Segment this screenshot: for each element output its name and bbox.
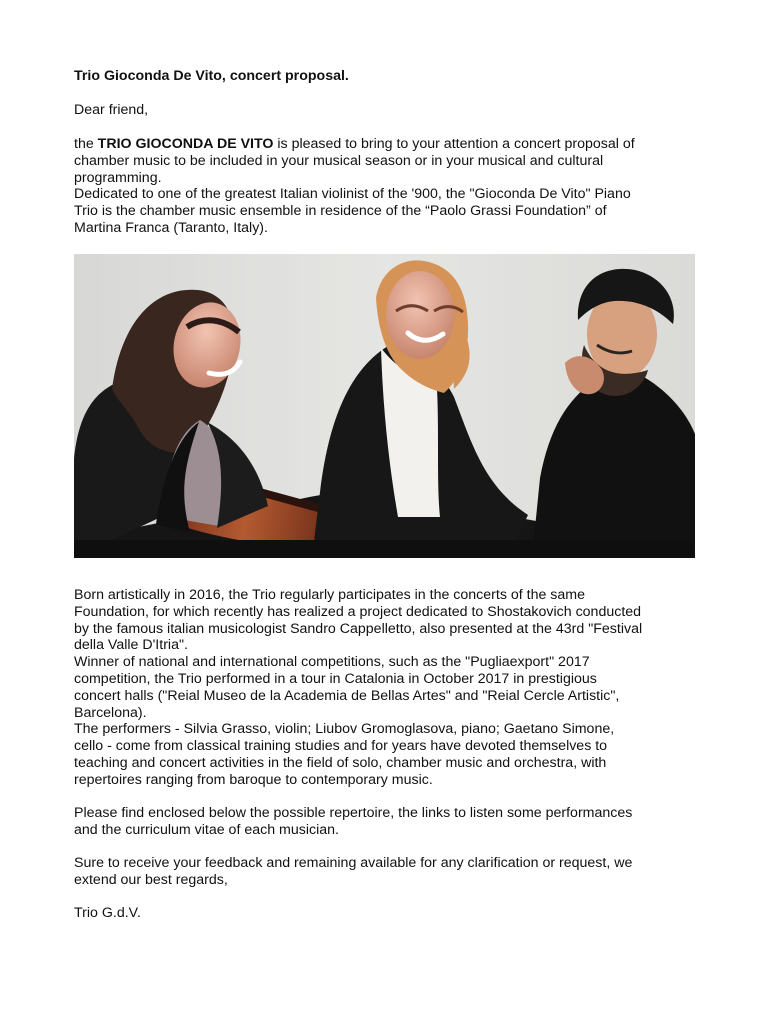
closing-line-1: Sure to receive your feedback and remaining available for any clarification or request, we <box>74 855 633 871</box>
salutation: Dear friend, <box>74 102 149 118</box>
document-title: Trio Gioconda De Vito, concert proposal. <box>74 68 349 84</box>
body-line-1: Born artistically in 2016, the Trio regularly participates in the concerts of the same <box>74 587 585 603</box>
intro-line-6: Martina Franca (Taranto, Italy). <box>74 219 268 236</box>
body-paragraph <box>74 587 704 789</box>
closing-paragraph <box>74 855 704 889</box>
body-line-7: concert halls ("Reial Museo de la Academia de Bellas Artes" and "Reial Cercle Artistic", <box>74 687 620 704</box>
body-line-10: cello - come from classical training studies and for years have devoted themselves to <box>74 738 608 755</box>
enclosure-line-1: Please find enclosed below the possible repertoire, the links to listen some performances <box>74 805 633 821</box>
performers-photo <box>74 254 695 558</box>
intro-prefix: the <box>74 136 98 152</box>
body-line-5: Winner of national and international competitions, such as the "Pugliaexport" 2017 <box>74 654 590 671</box>
body-line-6: competition, the Trio performed in a tour in Catalonia in October 2017 in prestigious <box>74 670 597 687</box>
body-line-4: della Valle D'Itria". <box>74 637 188 654</box>
intro-paragraph <box>74 136 702 237</box>
intro-line-4: Dedicated to one of the greatest Italian violinist of the '900, the "Gioconda De Vito" Piano <box>74 186 631 203</box>
enclosure-line-2: and the curriculum vitae of each musician. <box>74 821 339 838</box>
trio-name: TRIO GIOCONDA DE VITO <box>97 136 274 152</box>
intro-line-1-rest: is pleased to bring to your attention a concert proposal of <box>273 136 635 152</box>
body-line-8: Barcelona). <box>74 704 147 721</box>
performers-photo-icon <box>74 254 695 558</box>
intro-line-2: chamber music to be included in your musical season or in your musical and cultural <box>74 152 604 169</box>
closing-line-2: extend our best regards, <box>74 871 228 888</box>
body-line-2: Foundation, for which recently has realized a project dedicated to Shostakovich conducted <box>74 603 642 620</box>
intro-line-1 <box>74 136 702 153</box>
body-line-9: The performers - Silvia Grasso, violin; Liubov Gromoglasova, piano; Gaetano Simone, <box>74 721 615 738</box>
body-line-11: teaching and concert activities in the field of solo, chamber music and orchestra, with <box>74 754 607 771</box>
body-line-3: by the famous italian musicologist Sandro Cappelletto, also presented at the 43rd "Festival <box>74 620 643 637</box>
enclosure-paragraph <box>74 805 704 839</box>
intro-line-3: programming. <box>74 169 162 186</box>
body-line-12: repertoires ranging from baroque to contemporary music. <box>74 771 433 788</box>
intro-line-5: Trio is the chamber music ensemble in residence of the “Paolo Grassi Foundation” of <box>74 203 607 220</box>
signature: Trio G.d.V. <box>74 905 141 921</box>
